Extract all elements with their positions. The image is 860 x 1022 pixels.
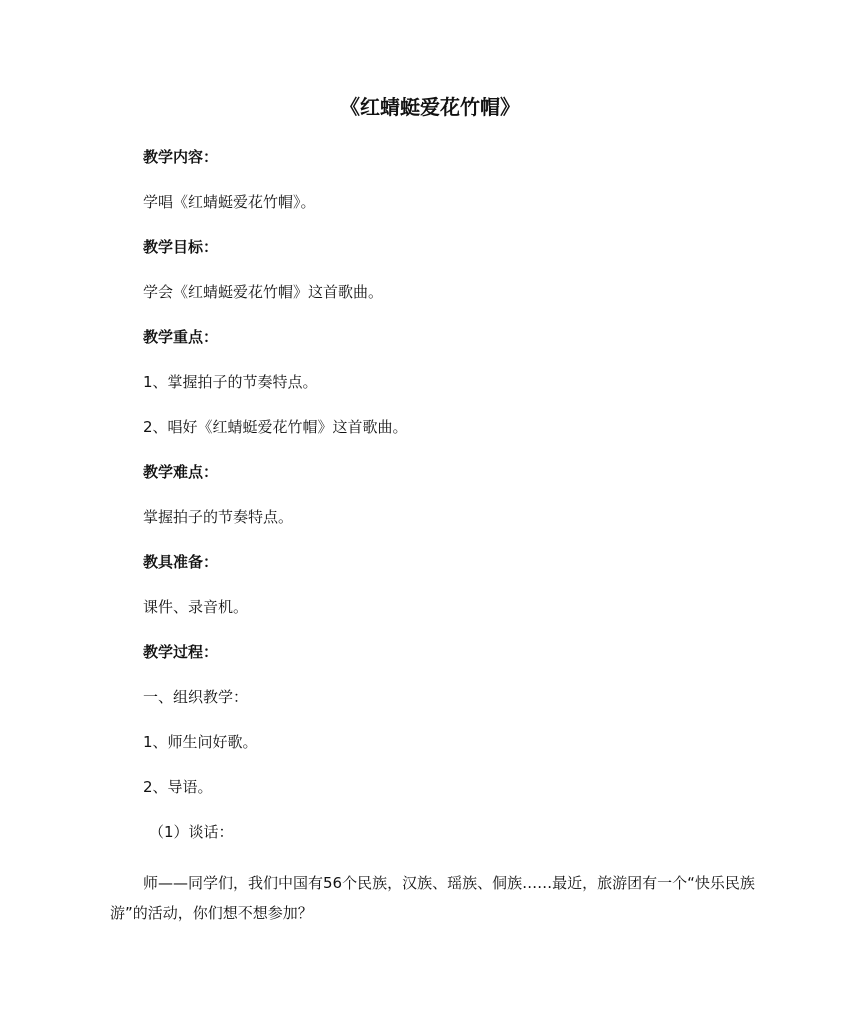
process-step-1: 一、组织教学： — [143, 688, 249, 706]
key-point-1: 1、掌握拍子的节奏特点。 — [143, 373, 318, 391]
materials-text: 课件、录音机。 — [143, 598, 249, 616]
section-heading-key-points: 教学重点： — [143, 328, 219, 346]
process-substep-2: 2、导语。 — [143, 778, 213, 796]
difficulties-text: 掌握拍子的节奏特点。 — [143, 508, 294, 526]
document-title: 《红蜻蜓爱花竹帽》 — [340, 95, 520, 119]
section-heading-difficulties: 教学难点： — [143, 463, 219, 481]
dialogue-paragraph: 师——同学们，我们中国有56个民族，汉族、瑶族、侗族……最近，旅游团有一个“快乐民族游”的活动，你们想不想参加？ — [110, 874, 755, 922]
section-heading-process: 教学过程： — [143, 643, 219, 661]
objectives-text: 学会《红蜻蜓爱花竹帽》这首歌曲。 — [143, 283, 384, 301]
process-substep-1: 1、师生问好歌。 — [143, 733, 258, 751]
process-substep-2-1: （1）谈话： — [149, 823, 234, 841]
key-point-2: 2、唱好《红蜻蜓爱花竹帽》这首歌曲。 — [143, 418, 408, 436]
content-text: 学唱《红蜻蜓爱花竹帽》。 — [143, 193, 316, 211]
section-heading-materials: 教具准备： — [143, 553, 219, 571]
section-heading-objectives: 教学目标： — [143, 238, 219, 256]
section-heading-content: 教学内容： — [143, 148, 219, 166]
